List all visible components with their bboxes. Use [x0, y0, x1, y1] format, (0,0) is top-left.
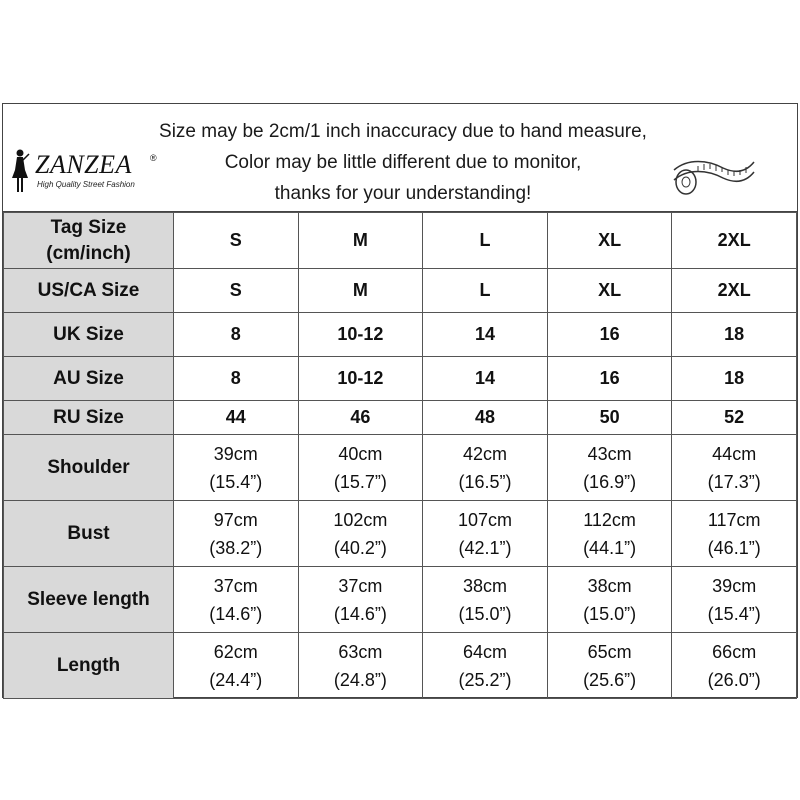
- table-cell: 63cm (24.8”): [298, 633, 423, 699]
- table-cell: 66cm (26.0”): [672, 633, 797, 699]
- table-cell: 8: [174, 357, 299, 401]
- row-header: Length: [4, 633, 174, 699]
- table-cell: 117cm (46.1”): [672, 501, 797, 567]
- brand-wordmark: ZANZEA: [35, 150, 132, 179]
- table-cell: 8: [174, 313, 299, 357]
- row-header: Tag Size (cm/inch): [4, 213, 174, 269]
- table-cell: 65cm (25.6”): [547, 633, 672, 699]
- note-line: thanks for your understanding!: [274, 183, 532, 204]
- table-row: [4, 501, 797, 567]
- table-cell: 112cm (44.1”): [547, 501, 672, 567]
- measurement-notes: [133, 116, 673, 209]
- table-cell: M: [298, 269, 423, 313]
- table-cell: 16: [547, 313, 672, 357]
- table-cell: 16: [547, 357, 672, 401]
- table-cell: 2XL: [672, 213, 797, 269]
- table-cell: 10-12: [298, 313, 423, 357]
- table-cell: 10-12: [298, 357, 423, 401]
- table-cell: L: [423, 269, 548, 313]
- table-cell: 38cm (15.0”): [423, 567, 548, 633]
- table-cell: L: [423, 213, 548, 269]
- table-cell: 97cm (38.2”): [174, 501, 299, 567]
- table-cell: M: [298, 213, 423, 269]
- row-header: UK Size: [4, 313, 174, 357]
- table-cell: 62cm (24.4”): [174, 633, 299, 699]
- table-cell: 39cm (15.4”): [672, 567, 797, 633]
- row-header: Sleeve length: [4, 567, 174, 633]
- table-cell: 44: [174, 401, 299, 435]
- table-cell: 18: [672, 357, 797, 401]
- measuring-tape-icon: [668, 152, 758, 202]
- table-cell: XL: [547, 269, 672, 313]
- table-cell: 42cm (16.5”): [423, 435, 548, 501]
- table-cell: 102cm (40.2”): [298, 501, 423, 567]
- table-row: [4, 633, 797, 699]
- table-row: [4, 357, 797, 401]
- table-cell: 40cm (15.7”): [298, 435, 423, 501]
- row-header: RU Size: [4, 401, 174, 435]
- chart-header: [3, 104, 797, 212]
- table-cell: 44cm (17.3”): [672, 435, 797, 501]
- row-header: Shoulder: [4, 435, 174, 501]
- table-cell: XL: [547, 213, 672, 269]
- table-cell: 107cm (42.1”): [423, 501, 548, 567]
- table-row: [4, 313, 797, 357]
- table-cell: S: [174, 213, 299, 269]
- table-cell: 39cm (15.4”): [174, 435, 299, 501]
- table-cell: 52: [672, 401, 797, 435]
- brand-tagline: High Quality Street Fashion: [37, 180, 135, 189]
- table-cell: 18: [672, 313, 797, 357]
- note-line: Size may be 2cm/1 inch inaccuracy due to hand measure,: [159, 121, 647, 142]
- table-row: [4, 401, 797, 435]
- table-row: [4, 567, 797, 633]
- size-table: [3, 212, 797, 699]
- table-cell: 38cm (15.0”): [547, 567, 672, 633]
- table-cell: 46: [298, 401, 423, 435]
- table-cell: 14: [423, 313, 548, 357]
- table-row: [4, 269, 797, 313]
- note-line: Color may be little different due to monitor,: [224, 152, 582, 173]
- registered-mark: ®: [150, 153, 157, 163]
- table-row: [4, 213, 797, 269]
- row-header: Bust: [4, 501, 174, 567]
- table-cell: 50: [547, 401, 672, 435]
- table-row: [4, 435, 797, 501]
- table-cell: 48: [423, 401, 548, 435]
- table-cell: 37cm (14.6”): [298, 567, 423, 633]
- woman-silhouette-icon: [9, 148, 31, 194]
- table-cell: 37cm (14.6”): [174, 567, 299, 633]
- row-header: US/CA Size: [4, 269, 174, 313]
- table-cell: 14: [423, 357, 548, 401]
- size-chart: [2, 103, 798, 698]
- table-cell: 2XL: [672, 269, 797, 313]
- row-header: AU Size: [4, 357, 174, 401]
- table-cell: 43cm (16.9”): [547, 435, 672, 501]
- table-cell: S: [174, 269, 299, 313]
- table-cell: 64cm (25.2”): [423, 633, 548, 699]
